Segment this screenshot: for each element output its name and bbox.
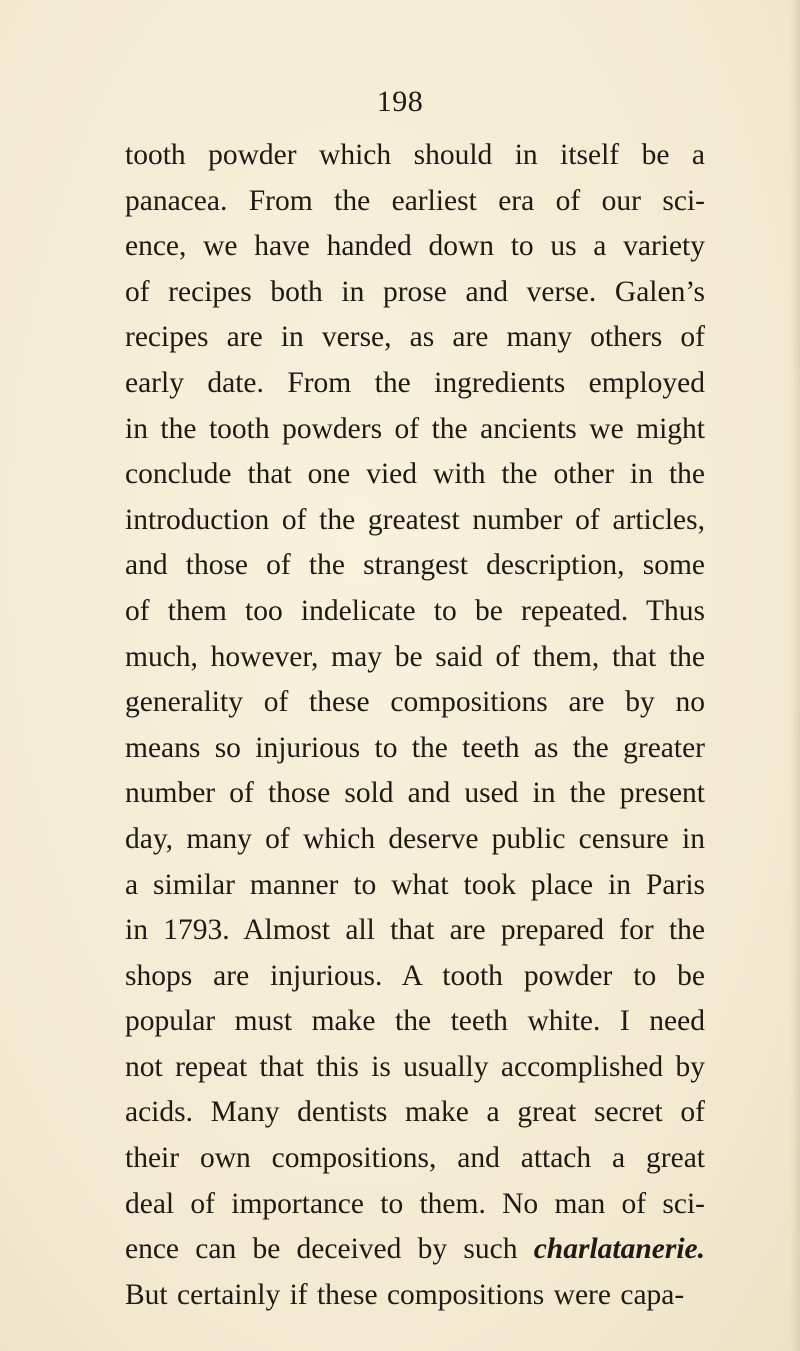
text-line: in the tooth powders of the ancients we might — [125, 412, 705, 445]
text-fragment: ence can be deceived by such — [125, 1233, 518, 1266]
text-line: number of those sold and used in the present — [125, 777, 705, 810]
text-line: introduction of the greatest number of articles, — [125, 503, 705, 536]
text-line: of them too indelicate to be repeated. Thus — [125, 594, 705, 627]
text-line: their own compositions, and attach a great — [125, 1142, 705, 1175]
text-line: deal of importance to them. No man of sci- — [125, 1187, 705, 1220]
text-line: conclude that one vied with the other in the — [125, 458, 705, 491]
text-line: generality of these compositions are by no — [125, 686, 705, 719]
page-number: 198 — [376, 85, 424, 118]
text-line: panacea. From the earliest era of our sci- — [125, 184, 705, 217]
text-line: shops are injurious. A tooth powder to be — [125, 959, 705, 992]
text-line: day, many of which deserve public censure in — [125, 822, 705, 855]
text-line: in 1793. Almost all that are prepared for the — [125, 914, 705, 947]
text-line: recipes are in verse, as are many others of — [125, 321, 705, 354]
text-line: not repeat that this is usually accomplished by — [125, 1050, 705, 1083]
text-line: of recipes both in prose and verse. Galen’s — [125, 275, 705, 308]
text-line: early date. From the ingredients employed — [125, 366, 705, 399]
text-line: means so injurious to the teeth as the greater — [125, 731, 705, 764]
text-line: popular must make the teeth white. I need — [125, 1005, 705, 1038]
text-line: acids. Many dentists make a great secret of — [125, 1096, 705, 1129]
text-line: much, however, may be said of them, that the — [125, 640, 705, 673]
text-line-with-italic — [125, 1227, 705, 1273]
text-line: tooth powder which should in itself be a — [125, 139, 705, 171]
text-line: a similar manner to what took place in Paris — [125, 868, 705, 901]
italic-phrase: charlatanerie. — [533, 1233, 705, 1266]
text-line: ence, we have handed down to us a variety — [125, 230, 705, 263]
page-edge-shadow — [790, 0, 800, 1351]
body-text — [125, 133, 705, 1318]
text-line: But certainly if these compositions were capa- — [125, 1278, 685, 1311]
text-line: and those of the strangest description, some — [125, 549, 705, 582]
